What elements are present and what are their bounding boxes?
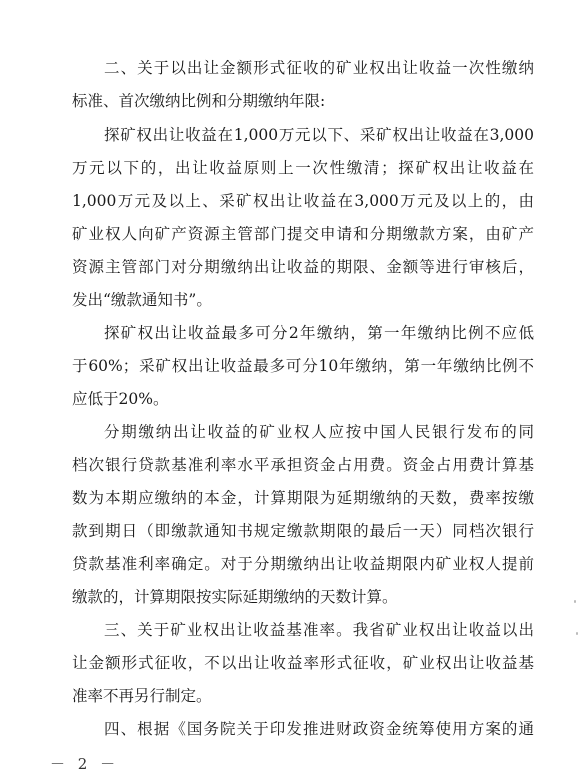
paragraph-3-line-3: 数为本期应缴纳的本金，计算期限为延期缴纳的天数，费率按缴 — [72, 489, 534, 507]
paragraph-1-line-2: 万元以下的，出让收益原则上一次性缴清；探矿权出让收益在 — [72, 159, 534, 177]
section-2-heading-line-1: 二、关于以出让金额形式征收的矿业权出让收益一次性缴纳 — [104, 59, 534, 77]
paragraph-1-line-6: 发出“缴款通知书”。 — [72, 291, 212, 309]
section-3-line-2: 让金额形式征收，不以出让收益率形式征收，矿业权出让收益基 — [72, 654, 534, 672]
paragraph-2-line-2: 于60%；采矿权出让收益最多可分10年缴纳，第一年缴纳比例不 — [72, 357, 534, 375]
paragraph-2-line-1: 探矿权出让收益最多可分2年缴纳，第一年缴纳比例不应低 — [104, 324, 534, 342]
scan-speck — [574, 600, 576, 603]
paragraph-1-line-3: 1,000万元及以上、采矿权出让收益在3,000万元及以上的，由 — [72, 192, 534, 210]
section-2-heading-line-2: 标准、首次缴纳比例和分期缴纳年限: — [72, 92, 326, 110]
paragraph-2-line-3: 应低于20%。 — [72, 390, 169, 408]
section-3-line-1: 三、关于矿业权出让收益基准率。我省矿业权出让收益以出 — [104, 621, 534, 639]
paragraph-1-line-5: 资源主管部门对分期缴纳出让收益的期限、金额等进行审核后， — [72, 258, 534, 276]
page-number: － 2 － — [50, 755, 120, 773]
paragraph-3-line-2: 档次银行贷款基准利率水平承担资金占用费。资金占用费计算基 — [72, 456, 534, 474]
paragraph-3-line-4: 款到期日（即缴款通知书规定缴款期限的最后一天）同档次银行 — [72, 522, 534, 540]
paragraph-3-line-6: 缴款的，计算期限按实际延期缴纳的天数计算。 — [72, 588, 398, 606]
section-3-line-3: 准率不再另行制定。 — [72, 687, 212, 705]
paragraph-3-line-5: 贷款基准利率确定。对于分期缴纳出让收益期限内矿业权人提前 — [72, 555, 534, 573]
paragraph-3-line-1: 分期缴纳出让收益的矿业权人应按中国人民银行发布的同 — [104, 423, 534, 441]
paragraph-1-line-1: 探矿权出让收益在1,000万元以下、采矿权出让收益在3,000 — [104, 126, 534, 144]
scan-speck — [576, 632, 578, 635]
paragraph-1-line-4: 矿业权人向矿产资源主管部门提交申请和分期缴款方案，由矿产 — [72, 225, 534, 243]
section-4-line-1: 四、根据《国务院关于印发推进财政资金统筹使用方案的通 — [104, 720, 534, 738]
